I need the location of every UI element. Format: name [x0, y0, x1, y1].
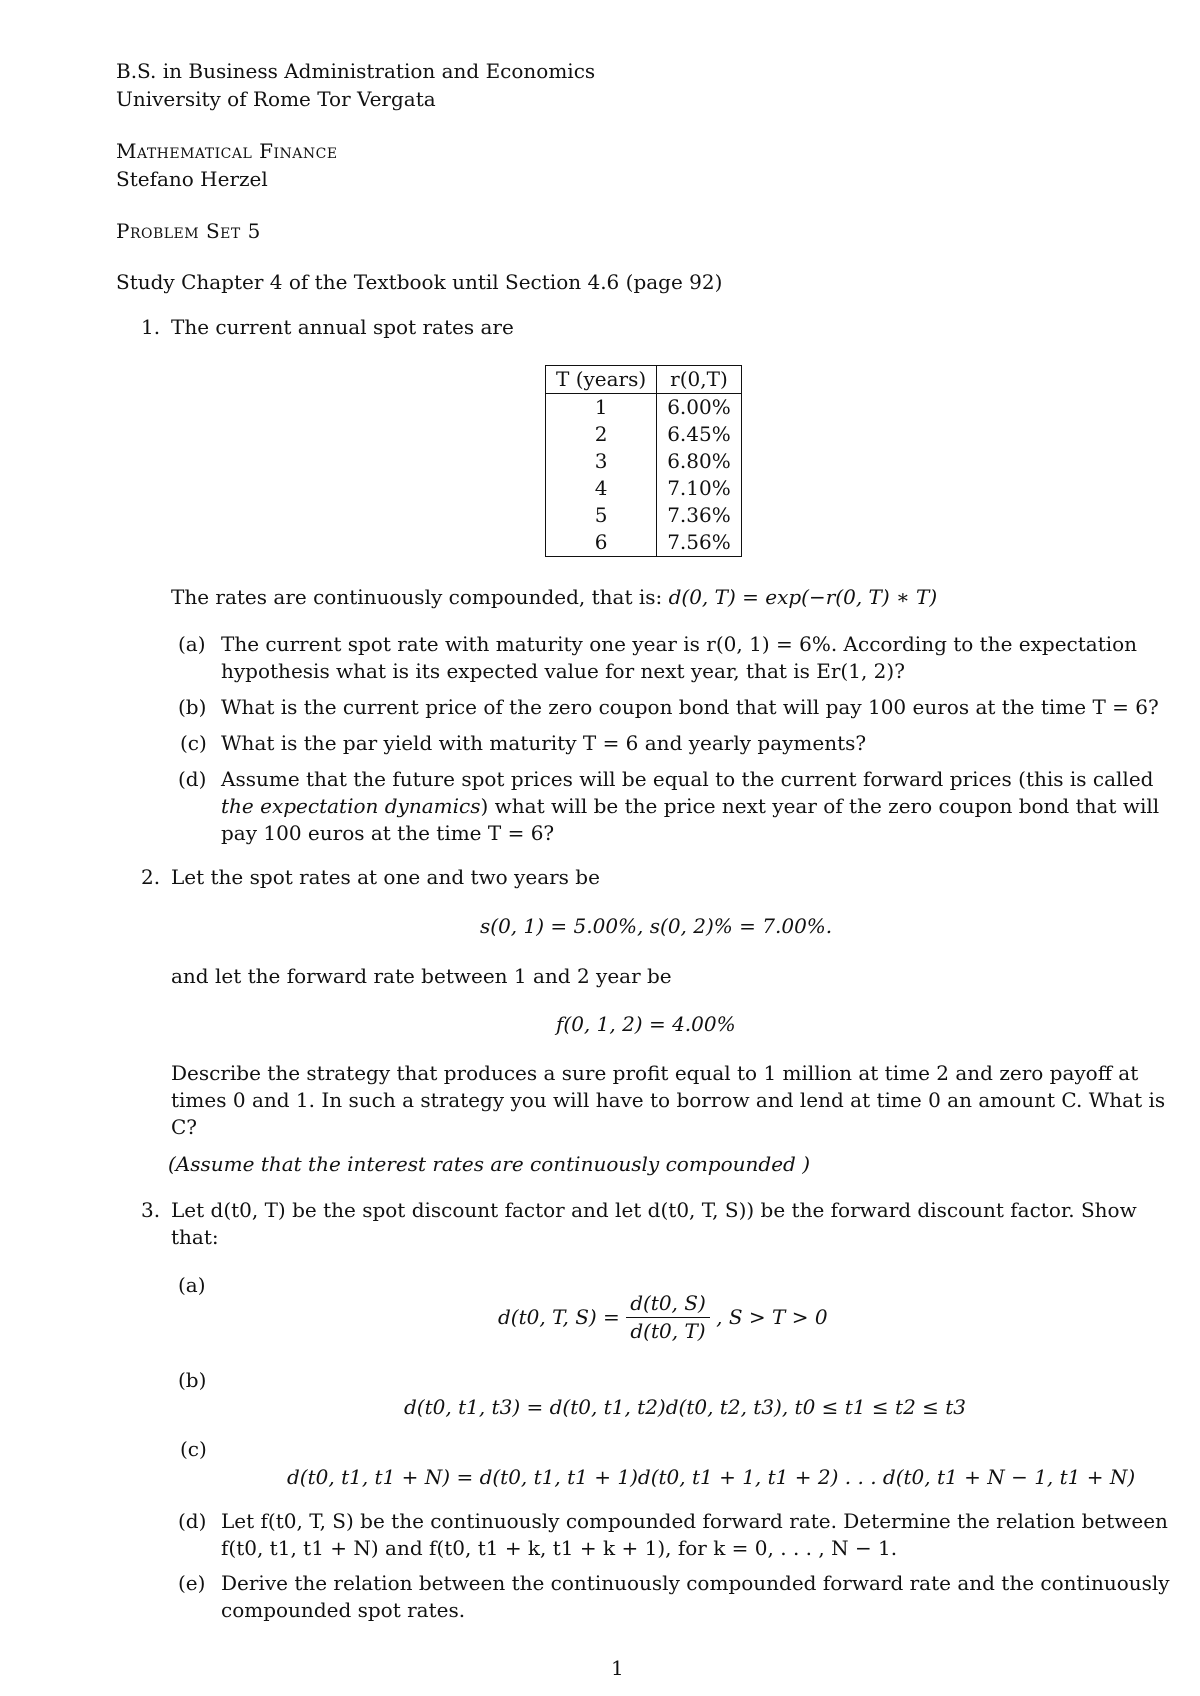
q1b-label: (b) — [178, 695, 207, 719]
q1a-label: (a) — [178, 632, 206, 656]
q1c-text: What is the par yield with maturity T = 6 and yearly payments? — [221, 731, 867, 755]
q3a-numerator: d(t0, S) — [626, 1290, 710, 1318]
q3b-label: (b) — [178, 1368, 207, 1392]
page-number: 1 — [611, 1656, 624, 1680]
q1c-label: (c) — [180, 731, 207, 755]
q2-note: (Assume that the interest rates are continuously compounded ) — [168, 1152, 810, 1176]
q1d-line1: Assume that the future spot prices will be equal to the current forward prices (this is called — [221, 767, 1154, 791]
q3-line2: that: — [171, 1225, 219, 1249]
q2-eq2: f(0, 1, 2) = 4.00% — [556, 1012, 736, 1036]
table-cell: 1 — [546, 394, 657, 422]
table-header-maturity: T (years) — [546, 366, 657, 394]
q2-eq1: s(0, 1) = 5.00%, s(0, 2)% = 7.00%. — [480, 914, 833, 938]
table-cell: 7.36% — [657, 502, 742, 529]
table-cell: 7.56% — [657, 529, 742, 557]
q1d-italic-term: the expectation dynamics — [221, 794, 481, 818]
course-title: Mathematical Finance — [116, 139, 338, 163]
q3a-label: (a) — [178, 1273, 206, 1297]
table-cell: 7.10% — [657, 475, 742, 502]
q1-compounding-text: The rates are continuously compounded, that is: — [171, 585, 669, 609]
intro-text: Study Chapter 4 of the Textbook until Section 4.6 (page 92) — [116, 270, 723, 294]
q1d-line2-rest: ) what will be the price next year of the zero coupon bond that will — [480, 794, 1160, 818]
q3a-denominator: d(t0, T) — [630, 1319, 706, 1343]
table-header-row — [546, 366, 742, 394]
q3e-line2: compounded spot rates. — [221, 1598, 466, 1622]
q3d-label: (d) — [178, 1509, 207, 1533]
q3b-equation: d(t0, t1, t3) = d(t0, t1, t2)d(t0, t2, t3), t0 ≤ t1 ≤ t2 ≤ t3 — [404, 1395, 967, 1419]
q3a-lhs: d(t0, T, S) = — [498, 1305, 620, 1329]
table-cell: 6.00% — [657, 394, 742, 422]
q3-number: 3. — [141, 1198, 161, 1222]
q3-line1: Let d(t0, T) be the spot discount factor and let d(t0, T, S)) be the forward discount factor. Show — [171, 1198, 1137, 1222]
table-header-rate: r(0,T) — [657, 366, 742, 394]
q2-number: 2. — [141, 865, 161, 889]
table-cell: 6.45% — [657, 421, 742, 448]
q1d-label: (d) — [178, 767, 207, 791]
q2-text: Let the spot rates at one and two years be — [171, 865, 600, 889]
table-row — [546, 502, 742, 529]
q2-desc-line2: times 0 and 1. In such a strategy you will have to borrow and lend at time 0 an amount C. What is — [171, 1088, 1166, 1112]
table-cell: 2 — [546, 421, 657, 448]
q1-text: The current annual spot rates are — [171, 315, 514, 339]
q3d-line2: f(t0, t1, t1 + N) and f(t0, t1 + k, t1 + k + 1), for k = 0, . . . , N − 1. — [221, 1536, 898, 1560]
q3c-label: (c) — [180, 1437, 207, 1461]
q1d-line3: pay 100 euros at the time T = 6? — [221, 821, 555, 845]
q1d-line2 — [221, 793, 1159, 820]
q1b-text: What is the current price of the zero coupon bond that will pay 100 euros at the time T = 6? — [221, 695, 1159, 719]
table-cell: 5 — [546, 502, 657, 529]
q3a-fraction — [626, 1290, 710, 1345]
q1-compounding — [171, 584, 937, 611]
table-row — [546, 475, 742, 502]
university-name: University of Rome Tor Vergata — [116, 87, 436, 111]
q3a-equation — [498, 1290, 828, 1345]
table-row — [546, 421, 742, 448]
instructor-name: Stefano Herzel — [116, 167, 268, 191]
table-cell: 6 — [546, 529, 657, 557]
q3e-line1: Derive the relation between the continuously compounded forward rate and the continuously — [221, 1571, 1170, 1595]
problem-set-title: Problem Set 5 — [116, 219, 261, 243]
q1a-line2: hypothesis what is its expected value for next year, that is Er(1, 2)? — [221, 659, 905, 683]
q1-number: 1. — [141, 315, 161, 339]
q1-compounding-formula: d(0, T) = exp(−r(0, T) ∗ T) — [668, 585, 938, 609]
q3a-condition: , S > T > 0 — [716, 1305, 828, 1329]
table-cell: 3 — [546, 448, 657, 475]
q3e-label: (e) — [178, 1571, 206, 1595]
q2-desc-line3: C? — [171, 1115, 198, 1139]
program-name: B.S. in Business Administration and Economics — [116, 59, 596, 83]
q1a-line1: The current spot rate with maturity one year is r(0, 1) = 6%. According to the expectation — [221, 632, 1138, 656]
table-cell: 6.80% — [657, 448, 742, 475]
spot-rates-table — [545, 365, 742, 557]
q2-desc-line1: Describe the strategy that produces a sure profit equal to 1 million at time 2 and zero payoff at — [171, 1061, 1139, 1085]
table-cell: 4 — [546, 475, 657, 502]
table-row — [546, 394, 742, 422]
q3d-line1: Let f(t0, T, S) be the continuously compounded forward rate. Determine the relation between — [221, 1509, 1168, 1533]
q3c-equation: d(t0, t1, t1 + N) = d(t0, t1, t1 + 1)d(t0, t1 + 1, t1 + 2) . . . d(t0, t1 + N − 1, t1 + N) — [287, 1465, 1136, 1489]
table-row — [546, 529, 742, 557]
q2-text2: and let the forward rate between 1 and 2 year be — [171, 964, 672, 988]
table-row — [546, 448, 742, 475]
